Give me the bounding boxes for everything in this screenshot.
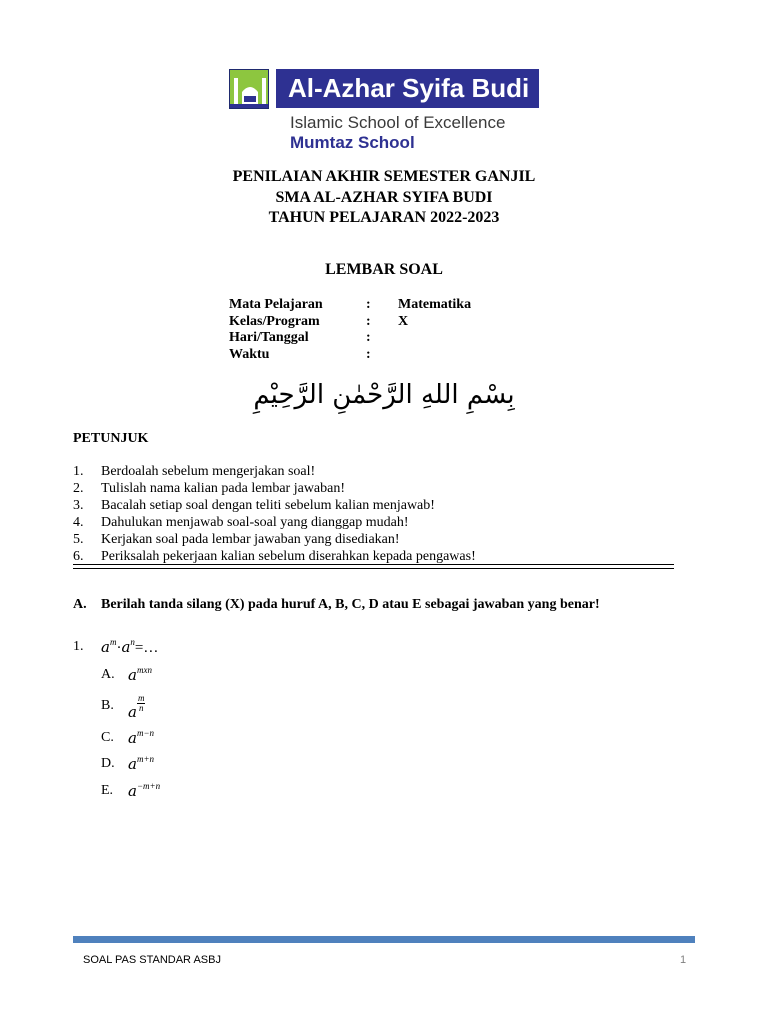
info-colon: : — [366, 347, 371, 362]
option-exponent: mxn — [136, 665, 152, 675]
q-exponent: n — [130, 637, 135, 647]
section-text: Berilah tanda silang (X) pada huruf A, B, C, D atau E sebagai jawaban yang benar! — [101, 597, 600, 612]
info-label-time: Waktu — [229, 347, 270, 362]
info-colon: : — [366, 314, 371, 329]
option-base: a — [128, 703, 137, 721]
school-name-banner: Al-Azhar Syifa Budi — [276, 69, 539, 108]
option-base: a — [128, 755, 137, 773]
basmala-calligraphy: بِسْمِ اللهِ الرَّحْمٰنِ الرَّحِيْمِ — [253, 380, 515, 410]
option-exponent: m+n — [136, 754, 155, 764]
option-letter-c[interactable]: C. — [101, 730, 114, 745]
instruction-item: Periksalah pekerjaan kalian sebelum diserahkan kepada pengawas! — [101, 549, 476, 564]
mosque-icon — [230, 70, 269, 109]
instruction-item: Kerjakan soal pada lembar jawaban yang disediakan! — [101, 532, 400, 547]
page-number: 1 — [680, 954, 687, 966]
info-label-date: Hari/Tanggal — [229, 330, 309, 345]
q-exponent: m — [109, 637, 117, 647]
option-letter-e[interactable]: E. — [101, 783, 114, 798]
instruction-number: 3. — [73, 498, 84, 513]
instruction-item: Bacalah setiap soal dengan teliti sebelum kalian menjawab! — [101, 498, 435, 513]
instruction-number: 4. — [73, 515, 84, 530]
school-tagline: Islamic School of Excellence — [290, 113, 506, 132]
info-colon: : — [366, 297, 371, 312]
option-a[interactable] — [128, 666, 152, 685]
instruction-number: 1. — [73, 464, 84, 479]
option-b[interactable] — [128, 693, 145, 722]
school-emblem — [229, 69, 269, 109]
footer-bar — [73, 936, 695, 943]
q-base: a — [121, 638, 131, 656]
option-letter-a[interactable]: A. — [101, 667, 115, 682]
info-value-subject: Matematika — [398, 297, 472, 312]
option-exponent: −m+n — [136, 781, 161, 791]
instruction-number: 6. — [73, 549, 84, 564]
info-label-subject: Mata Pelajaran — [229, 297, 323, 312]
instruction-item: Berdoalah sebelum mengerjakan soal! — [101, 464, 316, 479]
footer-text: SOAL PAS STANDAR ASBJ — [83, 954, 221, 966]
question-expression — [101, 638, 158, 657]
divider-rule — [73, 564, 674, 565]
instruction-item: Tulislah nama kalian pada lembar jawaban! — [101, 481, 346, 496]
option-d[interactable] — [128, 755, 154, 774]
info-value-class: X — [398, 314, 409, 329]
fraction-denominator: n — [138, 703, 144, 713]
exam-title: PENILAIAN AKHIR SEMESTER GANJIL — [232, 168, 536, 185]
instruction-number: 2. — [73, 481, 84, 496]
instruction-item: Dahulukan menjawab soal-soal yang dianggap mudah! — [101, 515, 409, 530]
option-fraction-exponent — [137, 694, 146, 713]
info-label-class: Kelas/Program — [229, 314, 320, 329]
option-e[interactable] — [128, 782, 160, 801]
option-exponent: m−n — [136, 728, 155, 738]
section-letter: A. — [73, 597, 87, 612]
academic-year: TAHUN PELAJARAN 2022-2023 — [268, 209, 500, 226]
q-tail: =… — [134, 640, 159, 656]
option-base: a — [128, 729, 137, 747]
instruction-number: 5. — [73, 532, 84, 547]
option-letter-b[interactable]: B. — [101, 698, 114, 713]
q-base: a — [101, 638, 110, 656]
option-letter-d[interactable]: D. — [101, 756, 115, 771]
option-base: a — [128, 666, 137, 684]
fraction-numerator: m — [137, 693, 145, 703]
q-dot: · — [116, 640, 122, 656]
school-subtag: Mumtaz School — [290, 133, 415, 152]
option-c[interactable] — [128, 729, 154, 748]
school-title: SMA AL-AZHAR SYIFA BUDI — [275, 189, 493, 206]
question-number: 1. — [73, 639, 84, 654]
instructions-heading: PETUNJUK — [73, 431, 149, 446]
info-colon: : — [366, 330, 371, 345]
sheet-title: LEMBAR SOAL — [325, 261, 443, 278]
section-a-instruction — [73, 597, 600, 613]
divider-rule — [73, 568, 674, 569]
option-base: a — [128, 782, 137, 800]
